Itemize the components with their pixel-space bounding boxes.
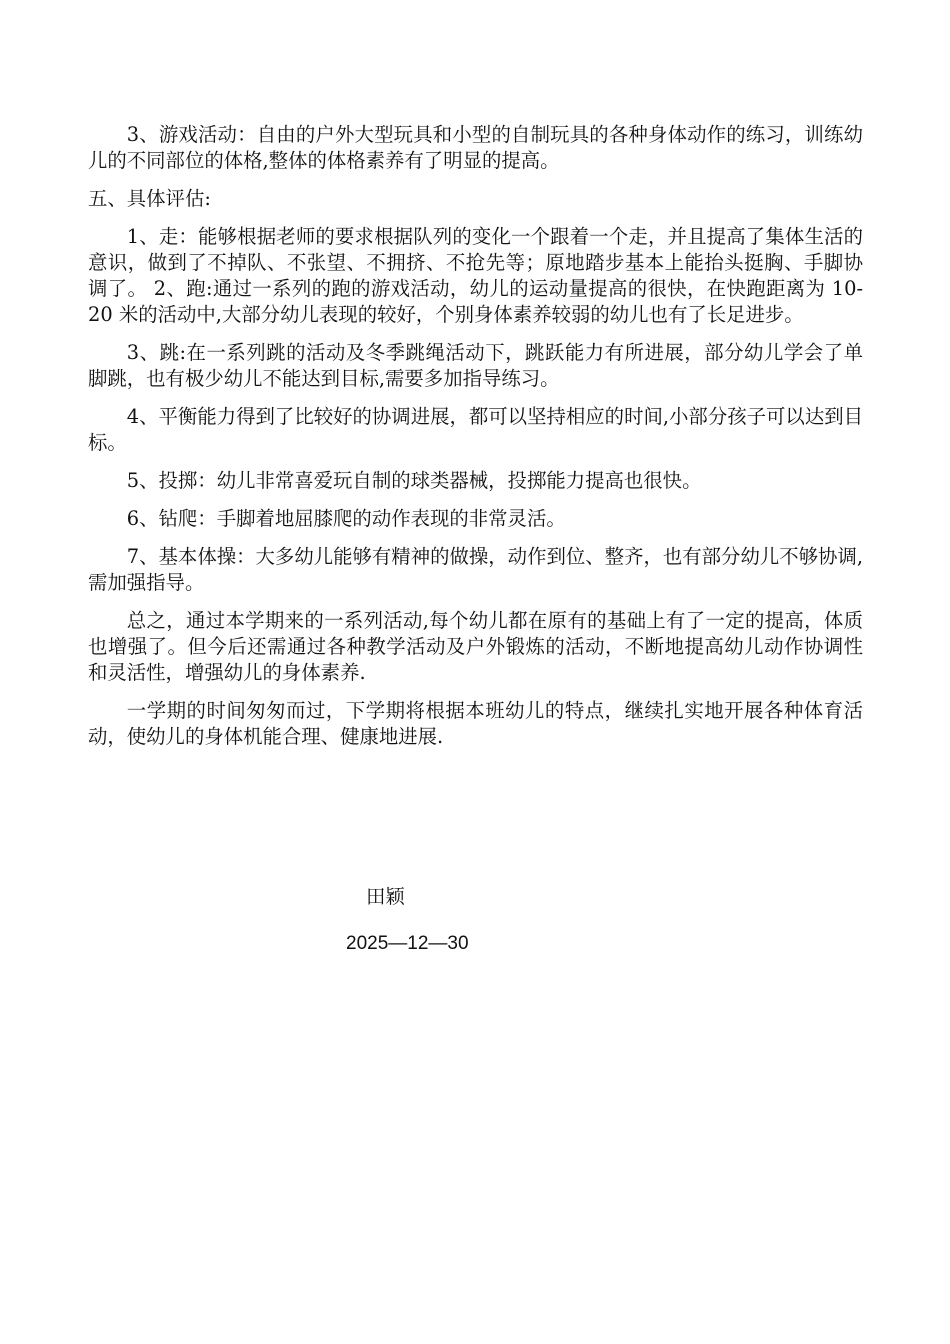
paragraph-walk-run: 1、走：能够根据老师的要求根据队列的变化一个跟着一个走，并且提高了集体生活的意识，做到了不掉队、不张望、不拥挤、不抢先等；原地踏步基本上能抬头挺胸、手脚协调了。 2、跑:通过一系列的跑的游戏活动，幼儿的运动量提高的很快，在快跑距离为 10- 20 米的活动中,大部分幼儿表现的较好，个别身体素养较弱的幼儿也有了长足进步。 (88, 225, 863, 326)
paragraph-balance: 4、平衡能力得到了比较好的协调进展，都可以坚持相应的时间,小部分孩子可以达到目标。 (88, 405, 863, 454)
paragraph-summary: 总之，通过本学期来的一系列活动,每个幼儿都在原有的基础上有了一定的提高，体质也增强了。但今后还需通过各种教学活动及户外锻炼的活动，不断地提高幼儿动作协调性和灵活性，增强幼儿的身体素养. (88, 609, 863, 684)
document-body (88, 122, 863, 762)
paragraph-throw: 5、投掷：幼儿非常喜爱玩自制的球类器械，投掷能力提高也很快。 (126, 469, 702, 492)
paragraph-outlook: 一学期的时间匆匆而过，下学期将根据本班幼儿的特点，继续扎实地开展各种体育活动，使幼儿的身体机能合理、健康地进展. (88, 699, 863, 748)
paragraph-gymnastics: 7、基本体操：大多幼儿能够有精神的做操，动作到位、整齐，也有部分幼儿不够协调,需加强指导。 (88, 545, 863, 594)
author-signature: 田颖 (366, 885, 405, 908)
section-heading-evaluation: 五、具体评估: (88, 187, 211, 210)
paragraph-crawl: 6、钻爬：手脚着地屈膝爬的动作表现的非常灵活。 (126, 507, 566, 530)
document-date: 2025—12—30 (346, 933, 469, 954)
paragraph-game-activities: 3、游戏活动：自由的户外大型玩具和小型的自制玩具的各种身体动作的练习，训练幼儿的不同部位的体格,整体的体格素养有了明显的提高。 (88, 123, 863, 172)
paragraph-jump: 3、跳:在一系列跳的活动及冬季跳绳活动下，跳跃能力有所进展，部分幼儿学会了单脚跳，也有极少幼儿不能达到目标,需要多加指导练习。 (88, 341, 863, 390)
